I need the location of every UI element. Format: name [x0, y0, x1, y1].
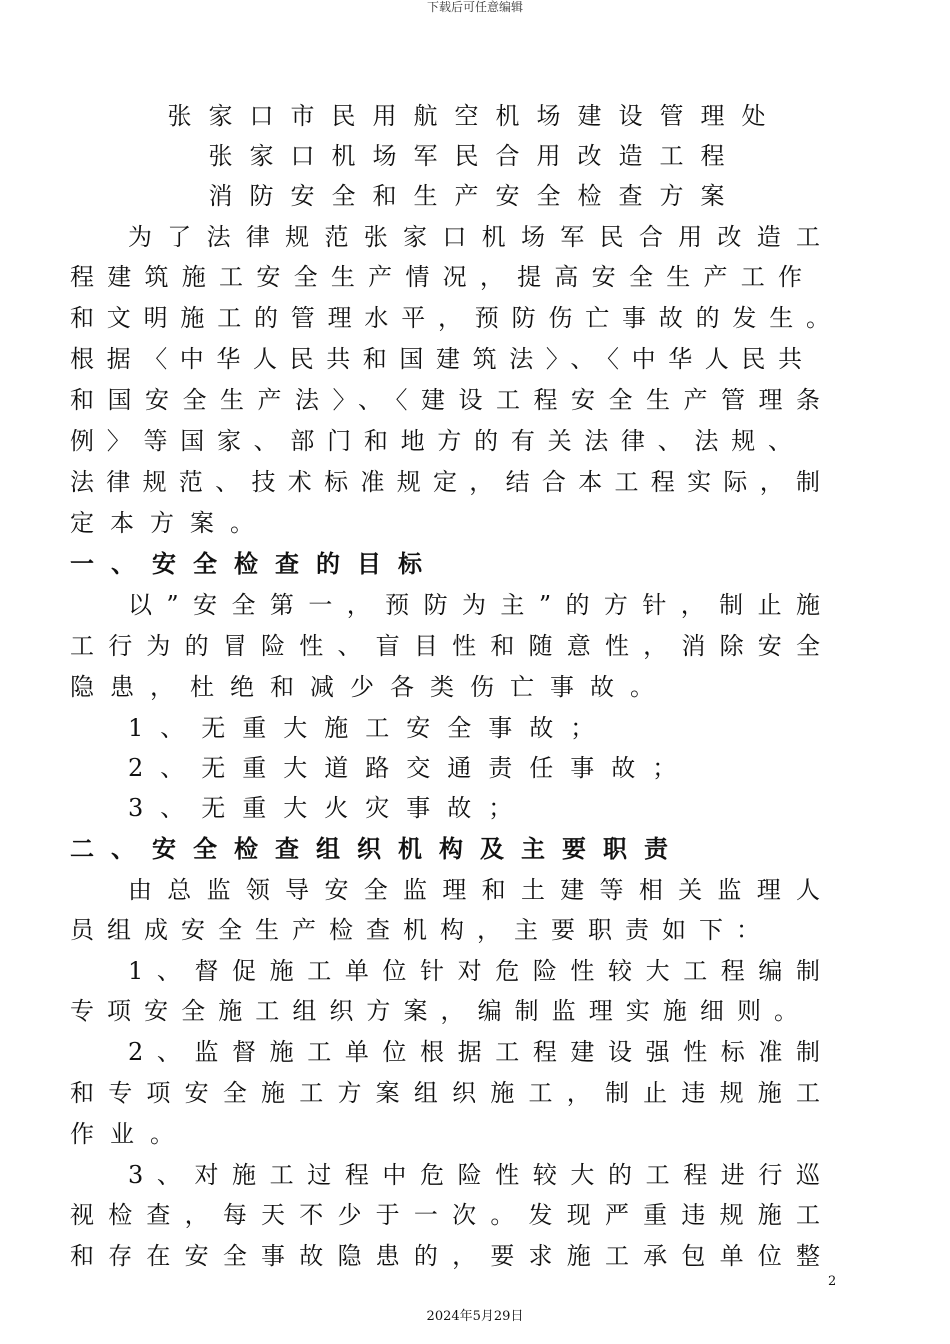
paragraph-line: 视检查，每天不少于一次。发现严重违规施工 — [70, 1201, 820, 1229]
paragraph-line: 为了法律规范张家口机场军民合用改造工 — [128, 223, 820, 251]
paragraph-line: 作业。 — [70, 1120, 190, 1148]
paragraph-line: 和存在安全事故隐患的，要求施工承包单位整 — [70, 1242, 820, 1270]
page-header-note: 下载后可任意编辑 — [426, 0, 523, 14]
paragraph-line: 由总监领导安全监理和土建等相关监理人 — [128, 876, 820, 904]
paragraph-line: 法律规范、技术标准规定，结合本工程实际，制 — [70, 468, 820, 496]
paragraph-line: 程建筑施工安全生产情况，提高安全生产工作 — [70, 263, 802, 291]
page-number: 2 — [828, 1274, 837, 1289]
paragraph-line: 和文明施工的管理水平，预防伤亡事故的发生。 — [70, 304, 830, 332]
list-item: 3、无重大火灾事故； — [128, 794, 530, 822]
paragraph-line: 和国安全生产法〉、〈建设工程安全生产管理条 — [70, 386, 820, 414]
paragraph-line: 根据〈中华人民共和国建筑法〉、〈中华人民共 — [70, 345, 802, 373]
paragraph-line: 专项安全施工组织方案，编制监理实施细则。 — [70, 997, 798, 1025]
list-item: 2、无重大道路交通责任事故； — [128, 754, 694, 782]
paragraph-line: 例〉等国家、部门和地方的有关法律、法规、 — [70, 427, 792, 455]
paragraph-line: 以”安全第一，预防为主”的方针，制止施 — [128, 591, 820, 619]
list-item: 1、无重大施工安全事故； — [128, 714, 612, 742]
paragraph-line: 3、对施工过程中危险性较大的工程进行巡 — [128, 1161, 820, 1189]
paragraph-line: 1、督促施工单位针对危险性较大工程编制 — [128, 957, 820, 985]
paragraph-line: 和专项安全施工方案组织施工，制止违规施工 — [70, 1079, 820, 1107]
section-heading-1: 一、安全检查的目标 — [70, 549, 439, 578]
paragraph-line: 隐患，杜绝和减少各类伤亡事故。 — [70, 673, 670, 701]
paragraph-line: 员组成安全生产检查机构，主要职责如下： — [70, 916, 760, 944]
section-heading-2: 二、安全检查组织机构及主要职责 — [70, 834, 685, 863]
footer-date: 2024年5月29日 — [426, 1309, 524, 1324]
doc-title-line-2: 张家口机场军民合用改造工程 — [208, 142, 742, 170]
doc-title-line-1: 张家口市民用航空机场建设管理处 — [167, 102, 783, 130]
doc-title-line-3: 消防安全和生产安全检查方案 — [208, 182, 742, 210]
paragraph-line: 工行为的冒险性、盲目性和随意性，消除安全 — [70, 632, 820, 660]
paragraph-line: 定本方案。 — [70, 509, 270, 537]
paragraph-line: 2、监督施工单位根据工程建设强性标准制 — [128, 1038, 820, 1066]
